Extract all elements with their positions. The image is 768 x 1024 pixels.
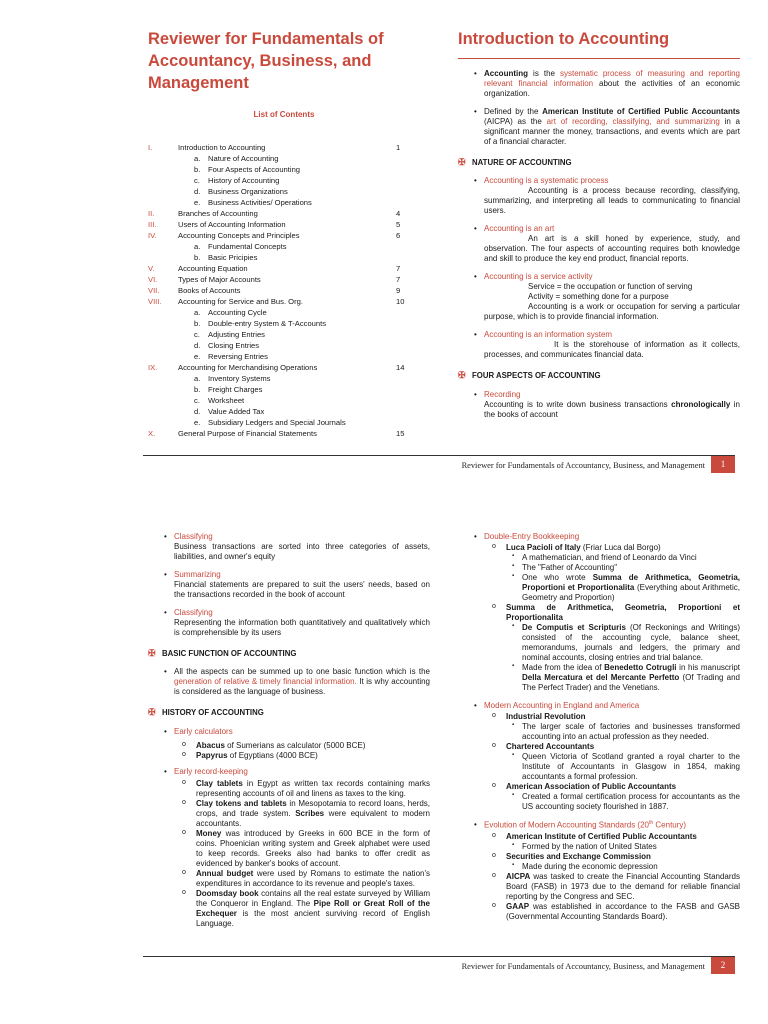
toc-row (148, 230, 420, 241)
page-1 (0, 0, 768, 476)
toc-page (396, 318, 420, 329)
toc-number: X. (148, 429, 156, 438)
footer-text: Reviewer for Fundamentals of Accountancy, Business, and Management (461, 962, 705, 971)
toc-number (148, 373, 178, 384)
toc-row (148, 252, 420, 263)
toc-page (396, 307, 420, 318)
toc-entry (178, 395, 396, 406)
toc-entry (178, 384, 396, 395)
toc-entry: Accounting for Merchandising Operations (178, 363, 318, 372)
toc-number (148, 417, 178, 428)
toc-row (148, 373, 420, 384)
fasb: o AICPA was tasked to create the Financial Accounting Standards Board (FASB) in 1973 due to the demand for reliable financial reporting by the Congress and SEC. (458, 872, 740, 902)
toc-page (396, 186, 420, 197)
toc-page: 9 (396, 286, 401, 295)
toc-entry: Accounting Concepts and Principles (178, 231, 300, 240)
toc-entry (178, 373, 396, 384)
toc-entry-label: Business Organizations (208, 187, 288, 196)
toc-page (396, 395, 420, 406)
toc-row (148, 384, 420, 395)
toc-entry-label: Freight Charges (208, 385, 263, 394)
toc-entry (178, 164, 396, 175)
toc-row (148, 285, 420, 296)
evolution-item: • Evolution of Modern Accounting Standards (20th Century) (458, 820, 740, 831)
toc-entry-label: History of Accounting (208, 176, 280, 185)
basic-function-heading: ✠ BASIC FUNCTION OF ACCOUNTING (148, 648, 297, 658)
toc-entry: Types of Major Accounts (178, 275, 261, 284)
toc-row (148, 241, 420, 252)
toc-page: 7 (396, 264, 401, 273)
toc-entry-label: Inventory Systems (208, 374, 271, 383)
toc-entry-label: Subsidiary Ledgers and Special Journals (208, 418, 346, 427)
toc-page: 14 (396, 363, 405, 372)
toc-entry: Accounting for Service and Bus. Org. (178, 297, 303, 306)
footer (143, 956, 735, 976)
toc-number (148, 340, 178, 351)
toc-letter: e. (194, 198, 201, 207)
toc-row (148, 208, 420, 219)
toc-row (148, 395, 420, 406)
toc-letter: a. (194, 374, 201, 383)
toc-page (396, 384, 420, 395)
sec: o Securities and Exchange Commission (458, 852, 740, 862)
toc-page: 5 (396, 220, 401, 229)
history-heading: ✠ HISTORY OF ACCOUNTING (148, 707, 264, 718)
toc-entry (178, 417, 396, 428)
toc-row (148, 329, 420, 340)
toc-number (148, 406, 178, 417)
history-sub-clay: o Clay tablets in Egypt as written tax records containing marks representing accounts of oil and linens as taxes to the king. (148, 779, 430, 799)
chartered-sub-1: ▪ Queen Victoria of Scotland granted a royal charter to the Institute of Accountants in Glasgow in 1854, making accountants a formal profession. (458, 752, 740, 782)
toc-entry: Books of Accounts (178, 286, 241, 295)
page-number: 1 (711, 456, 735, 473)
toc-row (148, 296, 420, 307)
toc-page (396, 153, 420, 164)
arrow-icon: ✠ (458, 370, 466, 381)
aicpa: o American Institute of Certified Public Accountants (458, 832, 740, 842)
toc-number: II. (148, 209, 155, 218)
toc-row (148, 175, 420, 186)
toc-letter: c. (194, 330, 200, 339)
toc-number (148, 153, 178, 164)
arrow-icon: ✠ (148, 648, 156, 658)
pacioli-sub-3: ▪ One who wrote Summa de Arithmetica, Geometria, Proportioni et Proportionalita (Everything about Arithmetic, Geometry and Proportion) (458, 573, 740, 603)
toc-number: IV. (148, 231, 157, 240)
left-column (148, 28, 420, 439)
toc-entry: Branches of Accounting (178, 209, 258, 218)
toc-row (148, 351, 420, 362)
toc-page (396, 417, 420, 428)
four-aspects-heading: ✠ FOUR ASPECTS OF ACCOUNTING (458, 370, 601, 381)
toc-number (148, 318, 178, 329)
toc-number (148, 175, 178, 186)
toc-page (396, 351, 420, 362)
modern-accounting-item: • Modern Accounting in England and America (458, 701, 740, 711)
toc-letter: d. (194, 407, 201, 416)
toc-row (148, 340, 420, 351)
gaap: o GAAP was established in accordance to the FASB and GASB (Governmental Accounting Standards Board). (458, 902, 740, 922)
toc-entry-label: Closing Entries (208, 341, 260, 350)
aapa: o American Association of Public Accountants (458, 782, 740, 792)
toc-page (396, 329, 420, 340)
toc-number (148, 164, 178, 175)
toc-page: 1 (396, 143, 401, 152)
toc-page: 4 (396, 209, 401, 218)
nature-item-3: • Accounting is a service activity Service = the occupation or function of serving Activity = something done for a purpose Accounting is a work or occupation for serving a particular purpose, which is to provide financial information. (458, 272, 740, 322)
toc-entry-label: Accounting Cycle (208, 308, 267, 317)
aspect-item-4: • Classifying Representing the information both quantitatively and qualitatively which is comprehensible by its users (148, 608, 430, 638)
toc-letter: b. (194, 385, 201, 394)
summa: o Summa de Arithmetica, Geometria, Proportioni et Proportionalita (458, 603, 740, 623)
page-number: 2 (711, 957, 735, 974)
toc-entry (178, 351, 396, 362)
toc-row (148, 307, 420, 318)
chartered-accountants: o Chartered Accountants (458, 742, 740, 752)
toc-entry: Users of Accounting Information (178, 220, 286, 229)
toc-entry-label: Basic Pricipies (208, 253, 258, 262)
toc-row (148, 142, 420, 153)
nature-item-4: • Accounting is an information system It is the storehouse of information as it collects, processes, and communicates financial data. (458, 330, 740, 360)
toc-entry-label: Business Activities/ Operations (208, 198, 312, 207)
toc-row (148, 318, 420, 329)
toc-entry (178, 340, 396, 351)
toc-row (148, 197, 420, 208)
toc-entry: Accounting Equation (178, 264, 248, 273)
toc-number (148, 197, 178, 208)
toc-entry-label: Double-entry System & T-Accounts (208, 319, 327, 328)
toc-row (148, 153, 420, 164)
toc-heading: List of Contents (253, 110, 315, 119)
toc-letter: b. (194, 319, 201, 328)
toc-page (396, 175, 420, 186)
toc-row (148, 362, 420, 373)
toc-letter: c. (194, 396, 200, 405)
toc-entry-label: Four Aspects of Accounting (208, 165, 301, 174)
toc-row (148, 263, 420, 274)
toc-letter: e. (194, 352, 201, 361)
intro-bullet-2: • Defined by the American Institute of Certified Public Accountants (AICPA) as the art of recording, classifying, and summarizing in a significant manner the money, transactions, and events which are part of a financial character. (458, 107, 740, 147)
toc-page: 6 (396, 231, 401, 240)
toc-entry-label: Reversing Entries (208, 352, 268, 361)
toc-letter: b. (194, 165, 201, 174)
left-column (148, 532, 430, 929)
toc-entry-label: Value Added Tax (208, 407, 265, 416)
toc-page (396, 241, 420, 252)
history-sub-budget: o Annual budget were used by Romans to estimate the nation's expenditures in accordance to its revenue and people's taxes. (148, 869, 430, 889)
toc-page (396, 164, 420, 175)
double-entry-item: • Double-Entry Bookkeeping (458, 532, 740, 542)
toc-number (148, 329, 178, 340)
aspect-item-1: • Recording Accounting is to write down business transactions chronologically in the books of account (458, 390, 740, 420)
toc-entry (178, 197, 396, 208)
toc-entry-label: Nature of Accounting (208, 154, 279, 163)
toc-entry (178, 329, 396, 340)
toc-entry-label: Worksheet (208, 396, 245, 405)
toc-letter: b. (194, 253, 201, 262)
toc-number (148, 351, 178, 362)
toc-letter: a. (194, 308, 201, 317)
toc-entry (178, 241, 396, 252)
history-sub-doomsday: o Doomsday book contains all the real estate surveyed by William the Conqueror in England. The Pipe Roll or Great Roll of the Exchequer is the most ancient surviving record of English Language. (148, 889, 430, 929)
pacioli: o Luca Pacioli of Italy (Friar Luca dal Borgo) (458, 543, 740, 553)
toc-letter: e. (194, 418, 201, 427)
industrial-revolution: o Industrial Revolution (458, 712, 740, 722)
footer (143, 455, 735, 475)
toc-row (148, 428, 420, 439)
toc-letter: d. (194, 341, 201, 350)
toc-number (148, 186, 178, 197)
toc-entry (178, 175, 396, 186)
aicpa-sub-1: ▪ Formed by the nation of United States (458, 842, 740, 852)
toc-entry: General Purpose of Financial Statements (178, 429, 317, 438)
toc-page (396, 252, 420, 263)
toc-letter: a. (194, 242, 201, 251)
sec-sub-1: ▪ Made during the economic depression (458, 862, 740, 872)
toc-entry (178, 307, 396, 318)
toc-page: 15 (396, 429, 405, 438)
toc-entry (178, 318, 396, 329)
toc-row (148, 406, 420, 417)
table-of-contents (148, 142, 420, 439)
nature-item-1: • Accounting is a systematic process Accounting is a process because recording, classifying, summarizing, and interpreting all leads to communicating to financial users. (458, 176, 740, 216)
toc-entry (178, 406, 396, 417)
toc-number (148, 241, 178, 252)
basic-function-text: • All the aspects can be summed up to one basic function which is the generation of relative & timely financial information. It is why accounting is considered as the language of business. (148, 667, 430, 697)
toc-letter: d. (194, 187, 201, 196)
toc-number (148, 384, 178, 395)
toc-letter: a. (194, 154, 201, 163)
aspect-item-3: • Summarizing Financial statements are prepared to suit the users' needs, based on the transactions recorded in the book of account (148, 570, 430, 600)
toc-entry (178, 252, 396, 263)
toc-number: VII. (148, 286, 160, 295)
footer-text: Reviewer for Fundamentals of Accountancy, Business, and Management (461, 461, 705, 470)
toc-page: 7 (396, 275, 401, 284)
history-item-2: • Early record-keeping (148, 767, 430, 777)
history-sub-abacus: o Abacus of Sumerians as calculator (5000 BCE) (148, 741, 430, 751)
toc-entry: Introduction to Accounting (178, 143, 266, 152)
toc-page (396, 406, 420, 417)
toc-row (148, 219, 420, 230)
industrial-sub-1: ▪ The larger scale of factories and businesses transformed accounting into an actual profession as they needed. (458, 722, 740, 742)
toc-page: 10 (396, 297, 405, 306)
toc-number: V. (148, 264, 155, 273)
toc-entry-label: Adjusting Entries (208, 330, 265, 339)
toc-row (148, 274, 420, 285)
toc-entry-label: Fundamental Concepts (208, 242, 287, 251)
toc-number: VI. (148, 275, 158, 284)
toc-number: III. (148, 220, 157, 229)
aspect-item-2: • Classifying Business transactions are sorted into three categories of assets, liabilities, and owner's equity (148, 532, 430, 562)
toc-page (396, 373, 420, 384)
toc-entry (178, 186, 396, 197)
toc-page (396, 197, 420, 208)
page-2 (0, 512, 768, 1024)
toc-letter: c. (194, 176, 200, 185)
toc-row (148, 417, 420, 428)
summa-sub-1: ▪ De Computis et Scripturis (Of Reckonings and Writings) consisted of the accounting cycle, balance sheet, memorandums, journals and ledgers, the primary and nominal accounts, closing entries and trial balance. (458, 623, 740, 663)
intro-bullet-1: • Accounting is the systematic process of measuring and reporting relevant financial information about the activities of an economic organization. (458, 69, 740, 99)
toc-number: IX. (148, 363, 158, 372)
toc-number (148, 395, 178, 406)
document-title: Reviewer for Fundamentals of Accountancy, Business, and Management (148, 30, 384, 92)
toc-number: I. (148, 143, 153, 152)
nature-heading: ✠ NATURE OF ACCOUNTING (458, 157, 572, 167)
right-column (458, 532, 740, 922)
right-column (458, 28, 740, 428)
history-sub-papyrus: o Papyrus of Egyptians (4000 BCE) (148, 751, 430, 761)
arrow-icon: ✠ (458, 157, 466, 167)
toc-row (148, 164, 420, 175)
toc-number: VIII. (148, 297, 162, 306)
history-sub-money: o Money was introduced by Greeks in 600 BCE in the form of coins. Phoenician writing system and Greek alphabet were used to keep records. Greeks also had banks to offer credit as evidenced by banker's books of account. (148, 829, 430, 869)
pacioli-sub-2: ▪ The "Father of Accounting" (458, 563, 740, 573)
toc-number (148, 252, 178, 263)
summa-sub-2: ▪ Made from the idea of Benedetto Cotrugli in his manuscript Della Mercatura et del Mercante Perfetto (Of Trading and The Perfect Trader) and the Venetians. (458, 663, 740, 693)
toc-row (148, 186, 420, 197)
history-sub-tokens: o Clay tokens and tablets in Mesopotamia to record loans, herds, crops, and trade system. Scribes were equivalent to modern accountants. (148, 799, 430, 829)
toc-number (148, 307, 178, 318)
aapa-sub-1: ▪ Created a formal certification process for accountants as the US accounting society flourished in 1887. (458, 792, 740, 812)
pacioli-sub-1: ▪ A mathematician, and friend of Leonardo da Vinci (458, 553, 740, 563)
toc-entry (178, 153, 396, 164)
history-item-1: • Early calculators (148, 727, 430, 737)
nature-item-2: • Accounting is an art An art is a skill honed by experience, study, and observation. The four aspects of accounting requires both knowledge and skill to produce the key end product, financial reports. (458, 224, 740, 264)
arrow-icon: ✠ (148, 707, 156, 718)
toc-page (396, 340, 420, 351)
section-title: Introduction to Accounting (458, 28, 740, 59)
